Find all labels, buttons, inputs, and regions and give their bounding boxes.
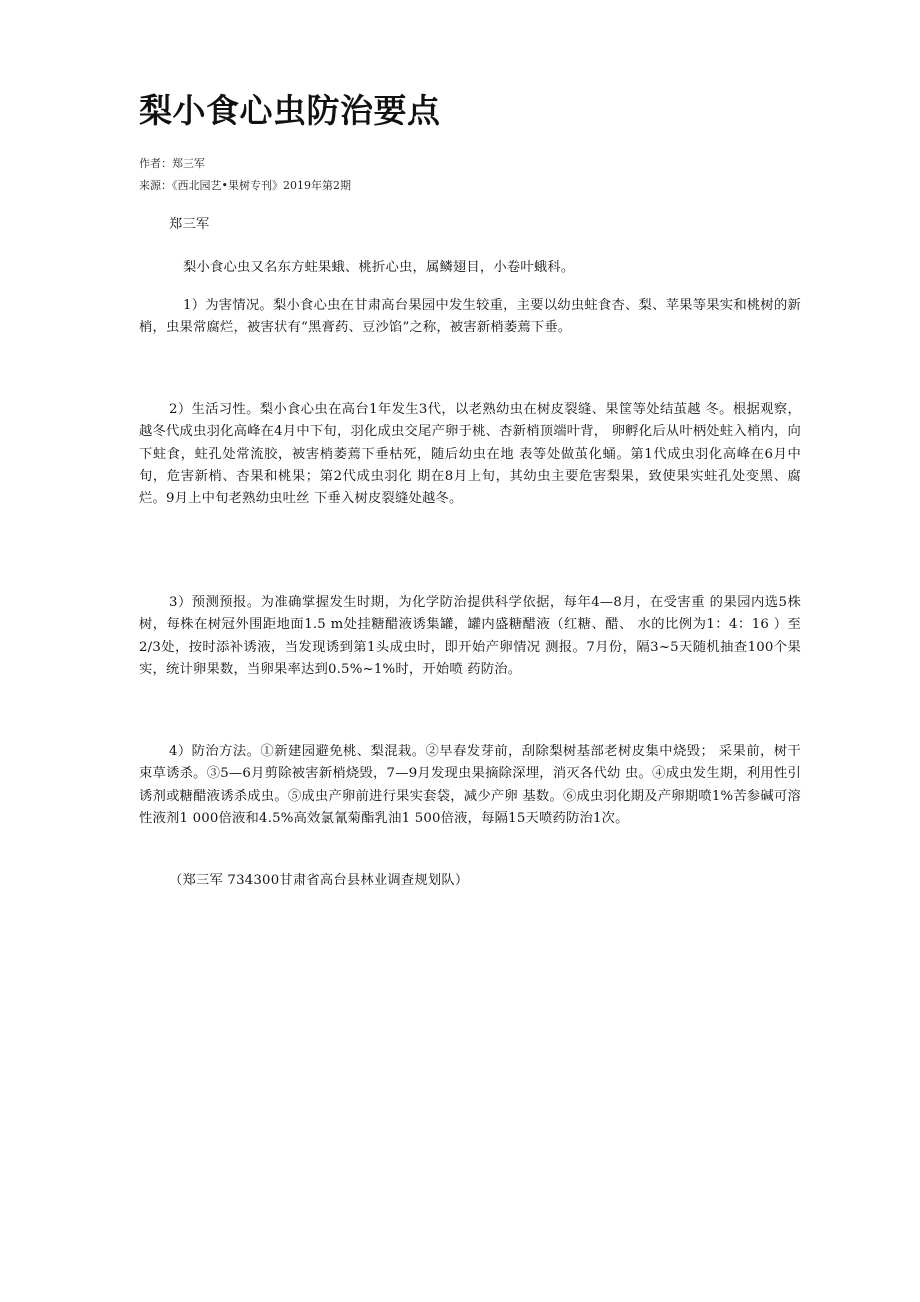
- paragraph-forecast: 3）预测预报。为准确掌握发生时期，为化学防治提供科学依据，每年4—8月，在受害重 的果园内选5株树，每株在树冠外围距地面1.5 m处挂糖醋液诱集罐，罐内盛糖醋液（红糖、醋、 水的比例为1：4：16 ）至2/3处，按时添补诱液，当发现诱到第1头成虫时，即开始产卵情况 测报。7月份，隔3~5天随机抽查100个果实，统计卵果数，当卵果率达到0.5%~1%时，开始喷 药防治。: [139, 595, 801, 677]
- author-byline: 郑三军: [169, 217, 210, 232]
- paragraph-damage: 1）为害情况。梨小食心虫在甘肃高台果园中发生较重，主要以幼虫蛀食杏、梨、苹果等果实和桃树的新梢，虫果常腐烂，被害状有“黑膏药、豆沙馅”之称，被害新梢萎蔫下垂。: [139, 298, 801, 336]
- article-title: 梨小食心虫防治要点: [139, 91, 441, 130]
- author-meta: 作者：郑三军: [139, 157, 205, 170]
- paragraph-habits: 2）生活习性。梨小食心虫在高台1年发生3代，以老熟幼虫在树皮裂缝、果筐等处结茧越 冬。根据观察，越冬代成虫羽化高峰在4月中下旬，羽化成虫交尾产卵于桃、杏新梢顶端叶背， 卵孵化后从叶柄处蛀入梢内，向下蛀食，蛀孔处常流胶，被害梢萎蔫下垂枯死，随后幼虫在地 表等处做茧化蛹。第1代成虫羽化高峰在6月中旬，危害新梢、杏果和桃果；第2代成虫羽化 期在8月上旬，其幼虫主要危害梨果，致使果实蛀孔处变黑、腐烂。9月上中旬老熟幼虫吐丝 下垂入树皮裂缝处越冬。: [139, 402, 801, 507]
- source-meta: 来源：《西北园艺•果树专刊》2019年第2期: [139, 179, 351, 192]
- author-affiliation: （郑三军 734300甘肃省高台县林业调查规划队）: [169, 873, 469, 888]
- paragraph-intro: 梨小食心虫又名东方蛀果蛾、桃折心虫，属鳞翅目，小卷叶蛾科。: [183, 260, 575, 275]
- article-meta: [139, 153, 351, 197]
- paragraph-control: 4）防治方法。①新建园避免桃、梨混栽。②早春发芽前，刮除梨树基部老树皮集中烧毁； 采果前，树干束草诱杀。③5—6月剪除被害新梢烧毁，7—9月发现虫果摘除深埋，消灭各代幼 虫。④成虫发生期，利用性引诱剂或糖醋液诱杀成虫。⑤成虫产卵前进行果实套袋，减少产卵 基数。⑥成虫羽化期及产卵期喷1%苦参碱可溶性液剂1 000倍液和4.5%高效氯氰菊酯乳油1 500倍液，每隔15天喷药防治1次。: [139, 744, 801, 826]
